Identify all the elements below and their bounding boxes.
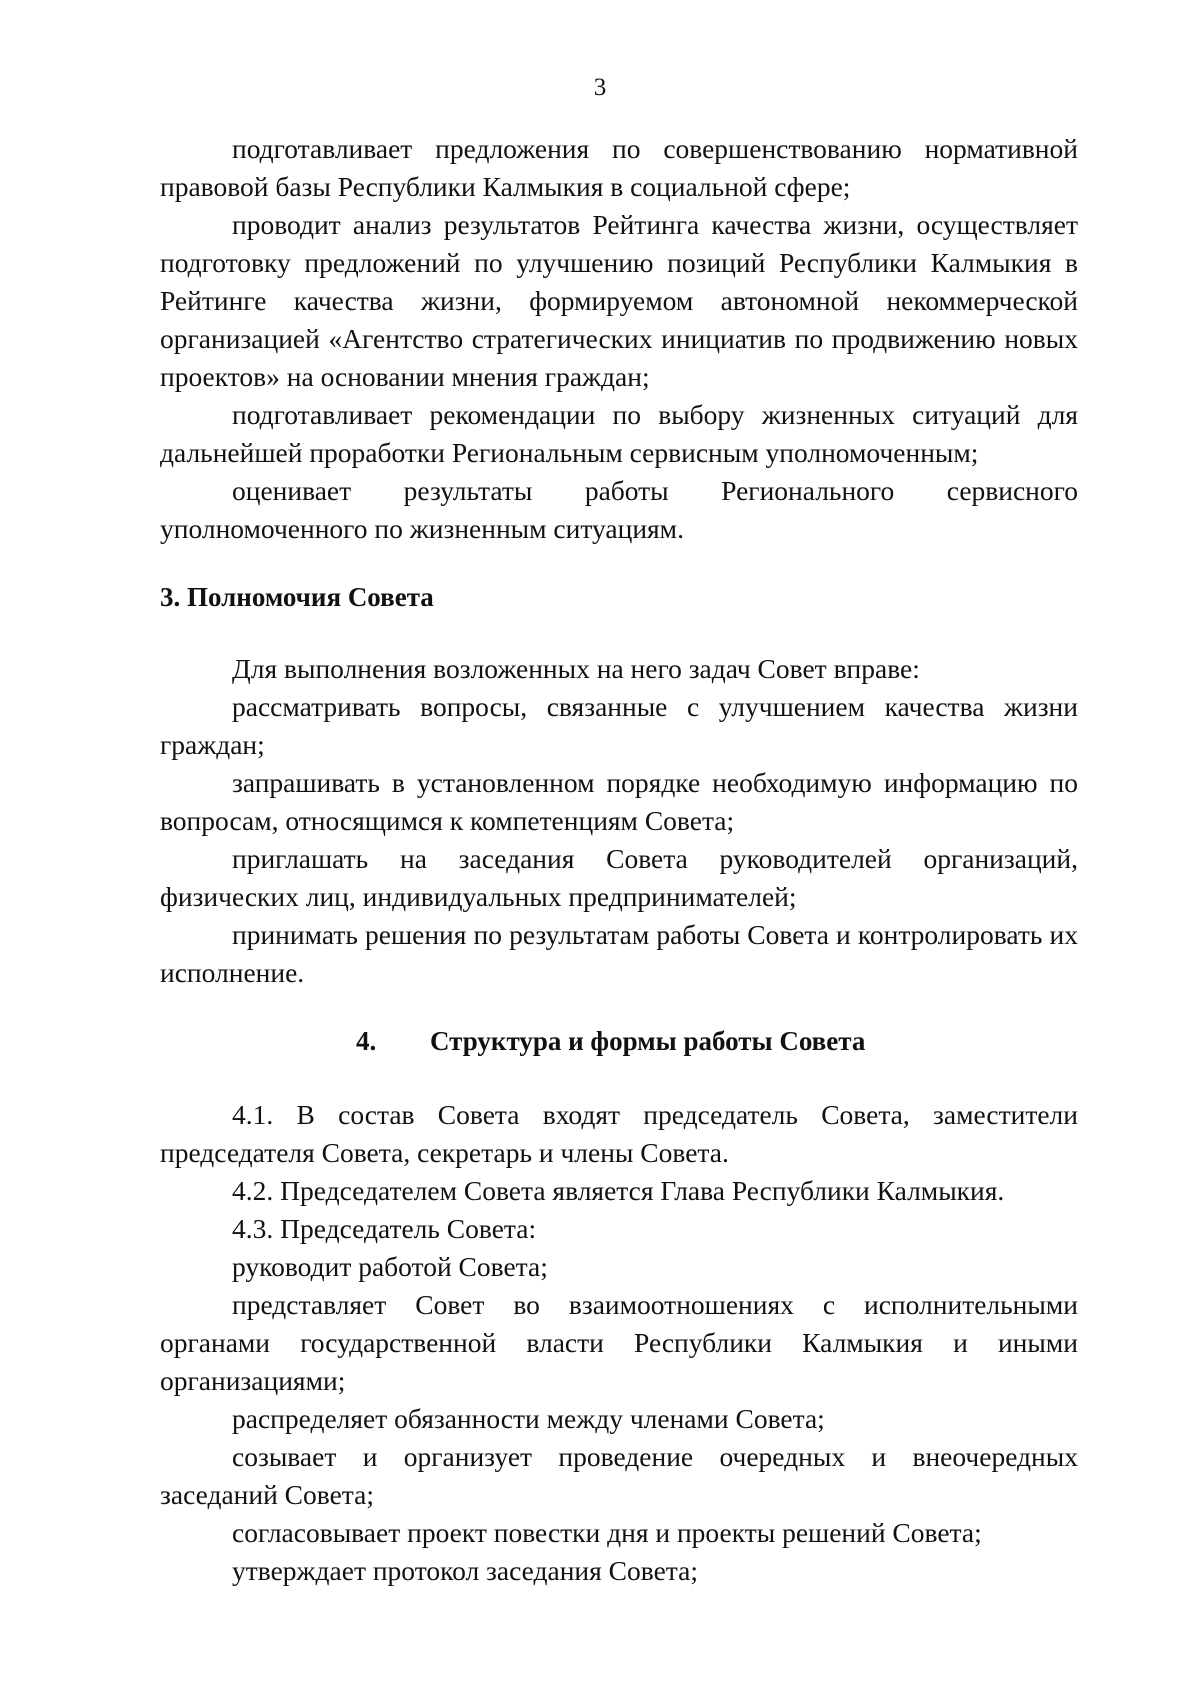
- section-3-heading: 3. Полномочия Совета: [160, 582, 434, 612]
- paragraph: 4.1. В состав Совета входят председатель Совета, заместители председателя Совета, секретарь и члены Совета.: [160, 1099, 1078, 1168]
- paragraph: подготавливает предложения по совершенствованию нормативной правовой базы Республики Калмыкия в социальной сфере;: [160, 133, 1078, 202]
- paragraph: 4.2. Председателем Совета является Глава Республики Калмыкия.: [232, 1175, 1005, 1206]
- paragraph: утверждает протокол заседания Совета;: [232, 1555, 698, 1586]
- paragraph: рассматривать вопросы, связанные с улучшением качества жизни граждан;: [160, 691, 1078, 760]
- document-body: [160, 130, 1078, 1590]
- paragraph: согласовывает проект повестки дня и проекты решений Совета;: [232, 1517, 982, 1548]
- page-number: 3: [593, 74, 607, 101]
- section-4-number: 4.: [356, 1026, 377, 1056]
- paragraph: созывает и организует проведение очередных и внеочередных заседаний Совета;: [160, 1441, 1078, 1510]
- paragraph: представляет Совет во взаимоотношениях с исполнительными органами государственной власти Республики Калмыкия и иными организациями;: [160, 1289, 1078, 1396]
- paragraph: Для выполнения возложенных на него задач Совет вправе:: [232, 653, 920, 684]
- paragraph: подготавливает рекомендации по выбору жизненных ситуаций для дальнейшей проработки Региональным сервисным уполномоченным;: [160, 399, 1078, 468]
- paragraph: проводит анализ результатов Рейтинга качества жизни, осуществляет подготовку предложений по улучшению позиций Республики Калмыкия в Рейтинге качества жизни, формируемом автономной некоммерческой организацией «Агентство стратегических инициатив по продвижению новых проектов» на основании мнения граждан;: [160, 209, 1078, 392]
- paragraph: распределяет обязанности между членами Совета;: [232, 1403, 825, 1434]
- section-4-heading: [160, 1022, 1078, 1060]
- paragraph: 4.3. Председатель Совета:: [232, 1213, 537, 1244]
- paragraph: оценивает результаты работы Регионального сервисного уполномоченного по жизненным ситуациям.: [160, 475, 1078, 544]
- paragraph: приглашать на заседания Совета руководителей организаций, физических лиц, индивидуальных предпринимателей;: [160, 843, 1078, 912]
- paragraph: принимать решения по результатам работы Совета и контролировать их исполнение.: [160, 919, 1078, 988]
- section-4-title: Структура и формы работы Совета: [430, 1026, 866, 1056]
- paragraph: руководит работой Совета;: [232, 1251, 548, 1282]
- paragraph: запрашивать в установленном порядке необходимую информацию по вопросам, относящимся к компетенциям Совета;: [160, 767, 1078, 836]
